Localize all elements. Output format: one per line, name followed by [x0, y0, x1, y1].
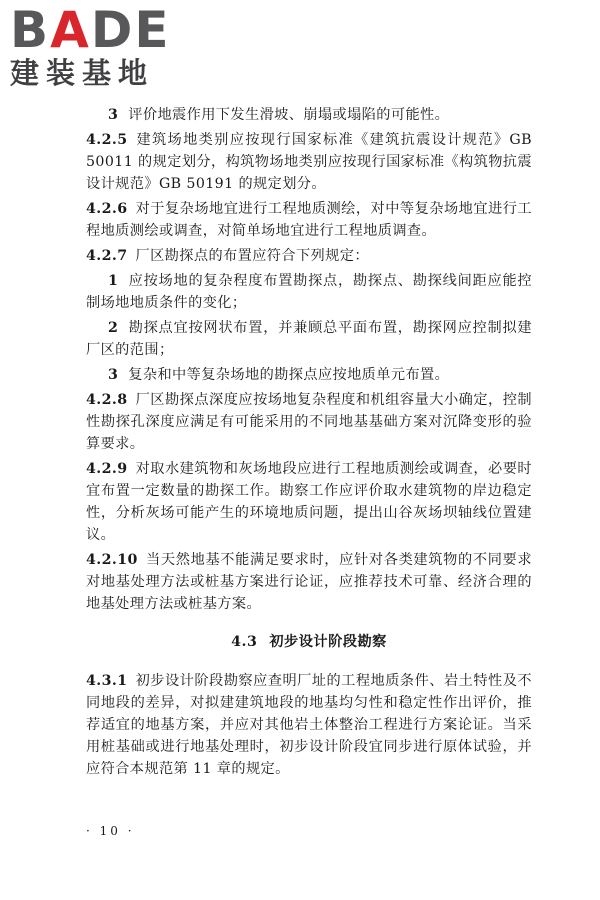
logo-letter-a-accent: A [50, 1, 91, 59]
list-item [86, 104, 532, 126]
paragraph-text: 厂区勘探点的布置应符合下列规定： [135, 248, 369, 264]
clause-paragraph [86, 245, 532, 267]
clause-number: 4.2.5 [86, 132, 128, 148]
logo-letter-b: B [10, 1, 51, 59]
logo-letters-de: DE [90, 1, 171, 59]
clause-number: 4.2.7 [86, 248, 128, 264]
paragraph-text: 复杂和中等复杂场地的勘探点应按地质单元布置。 [128, 367, 450, 383]
clause-number: 4.3.1 [86, 673, 128, 689]
logo-wordmark [10, 1, 180, 59]
item-number: 2 [108, 320, 119, 336]
logo-subtitle: 建装基地 [10, 56, 155, 90]
list-item [86, 270, 532, 314]
clause-paragraph [86, 549, 532, 615]
clause-list-4-3 [86, 670, 532, 780]
paragraph-text: 评价地震作用下发生滑坡、崩塌或塌陷的可能性。 [128, 107, 450, 123]
paragraph-text: 初步设计阶段勘察应查明厂址的工程地质条件、岩土特性及不同地段的差异，对拟建建筑地段的地基均匀性和稳定性作出评价，推荐适宜的地基方案，并应对其他岩土体整治工程进行方案论证。当采用桩基础或进行地基处理时，初步设计阶段宜同步进行原体试验，并应符合本规范第 11 章的规定。 [86, 673, 532, 777]
paragraph-text: 厂区勘探点深度应按场地复杂程度和机组容量大小确定，控制性勘探孔深度应满足有可能采用的不同地基基础方案对沉降变形的验算要求。 [86, 392, 532, 452]
paragraph-text: 勘探点宜按网状布置，并兼顾总平面布置，勘探网应控制拟建厂区的范围； [86, 320, 532, 358]
paragraph-text: 应按场地的复杂程度布置勘探点，勘探点、勘探线间距应能控制场地地质条件的变化； [86, 273, 532, 311]
page-number: · 10 · [86, 824, 135, 838]
clause-paragraph [86, 129, 532, 195]
section-number: 4.3 [231, 634, 258, 650]
item-number: 1 [108, 273, 119, 289]
section-heading-4-3 [86, 631, 532, 651]
section-title: 初步设计阶段勘察 [269, 634, 387, 650]
clause-paragraph [86, 198, 532, 242]
list-item [86, 364, 532, 386]
item-number: 3 [108, 367, 119, 383]
clause-number: 4.2.9 [86, 461, 128, 477]
clause-number: 4.2.8 [86, 392, 128, 408]
paragraph-text: 建筑场地类别应按现行国家标准《建筑抗震设计规范》GB 50011 的规定划分，构筑物场地类别应按现行国家标准《构筑物抗震设计规范》GB 50191 的规定划分。 [86, 132, 532, 192]
paragraph-text: 对于复杂场地宜进行工程地质测绘，对中等复杂场地宜进行工程地质测绘或调查，对简单场地宜进行工程地质调查。 [86, 201, 532, 239]
clause-number: 4.2.10 [86, 552, 138, 568]
clause-paragraph [86, 458, 532, 546]
clause-paragraph [86, 670, 532, 780]
list-item [86, 317, 532, 361]
clause-number: 4.2.6 [86, 201, 128, 217]
clause-paragraph [86, 389, 532, 455]
bade-logo [10, 1, 180, 92]
clause-list-4-2 [86, 104, 532, 615]
paragraph-text: 当天然地基不能满足要求时，应针对各类建筑物的不同要求对地基处理方法或桩基方案进行论证，应推荐技术可靠、经济合理的地基处理方法或桩基方案。 [86, 552, 532, 612]
item-number: 3 [108, 107, 119, 123]
page-content [86, 104, 532, 783]
paragraph-text: 对取水建筑物和灰场地段应进行工程地质测绘或调查，必要时宜布置一定数量的勘探工作。勘察工作应评价取水建筑物的岸边稳定性，分析灰场可能产生的环境地质问题，提出山谷灰场坝轴线位置建议。 [86, 461, 532, 543]
